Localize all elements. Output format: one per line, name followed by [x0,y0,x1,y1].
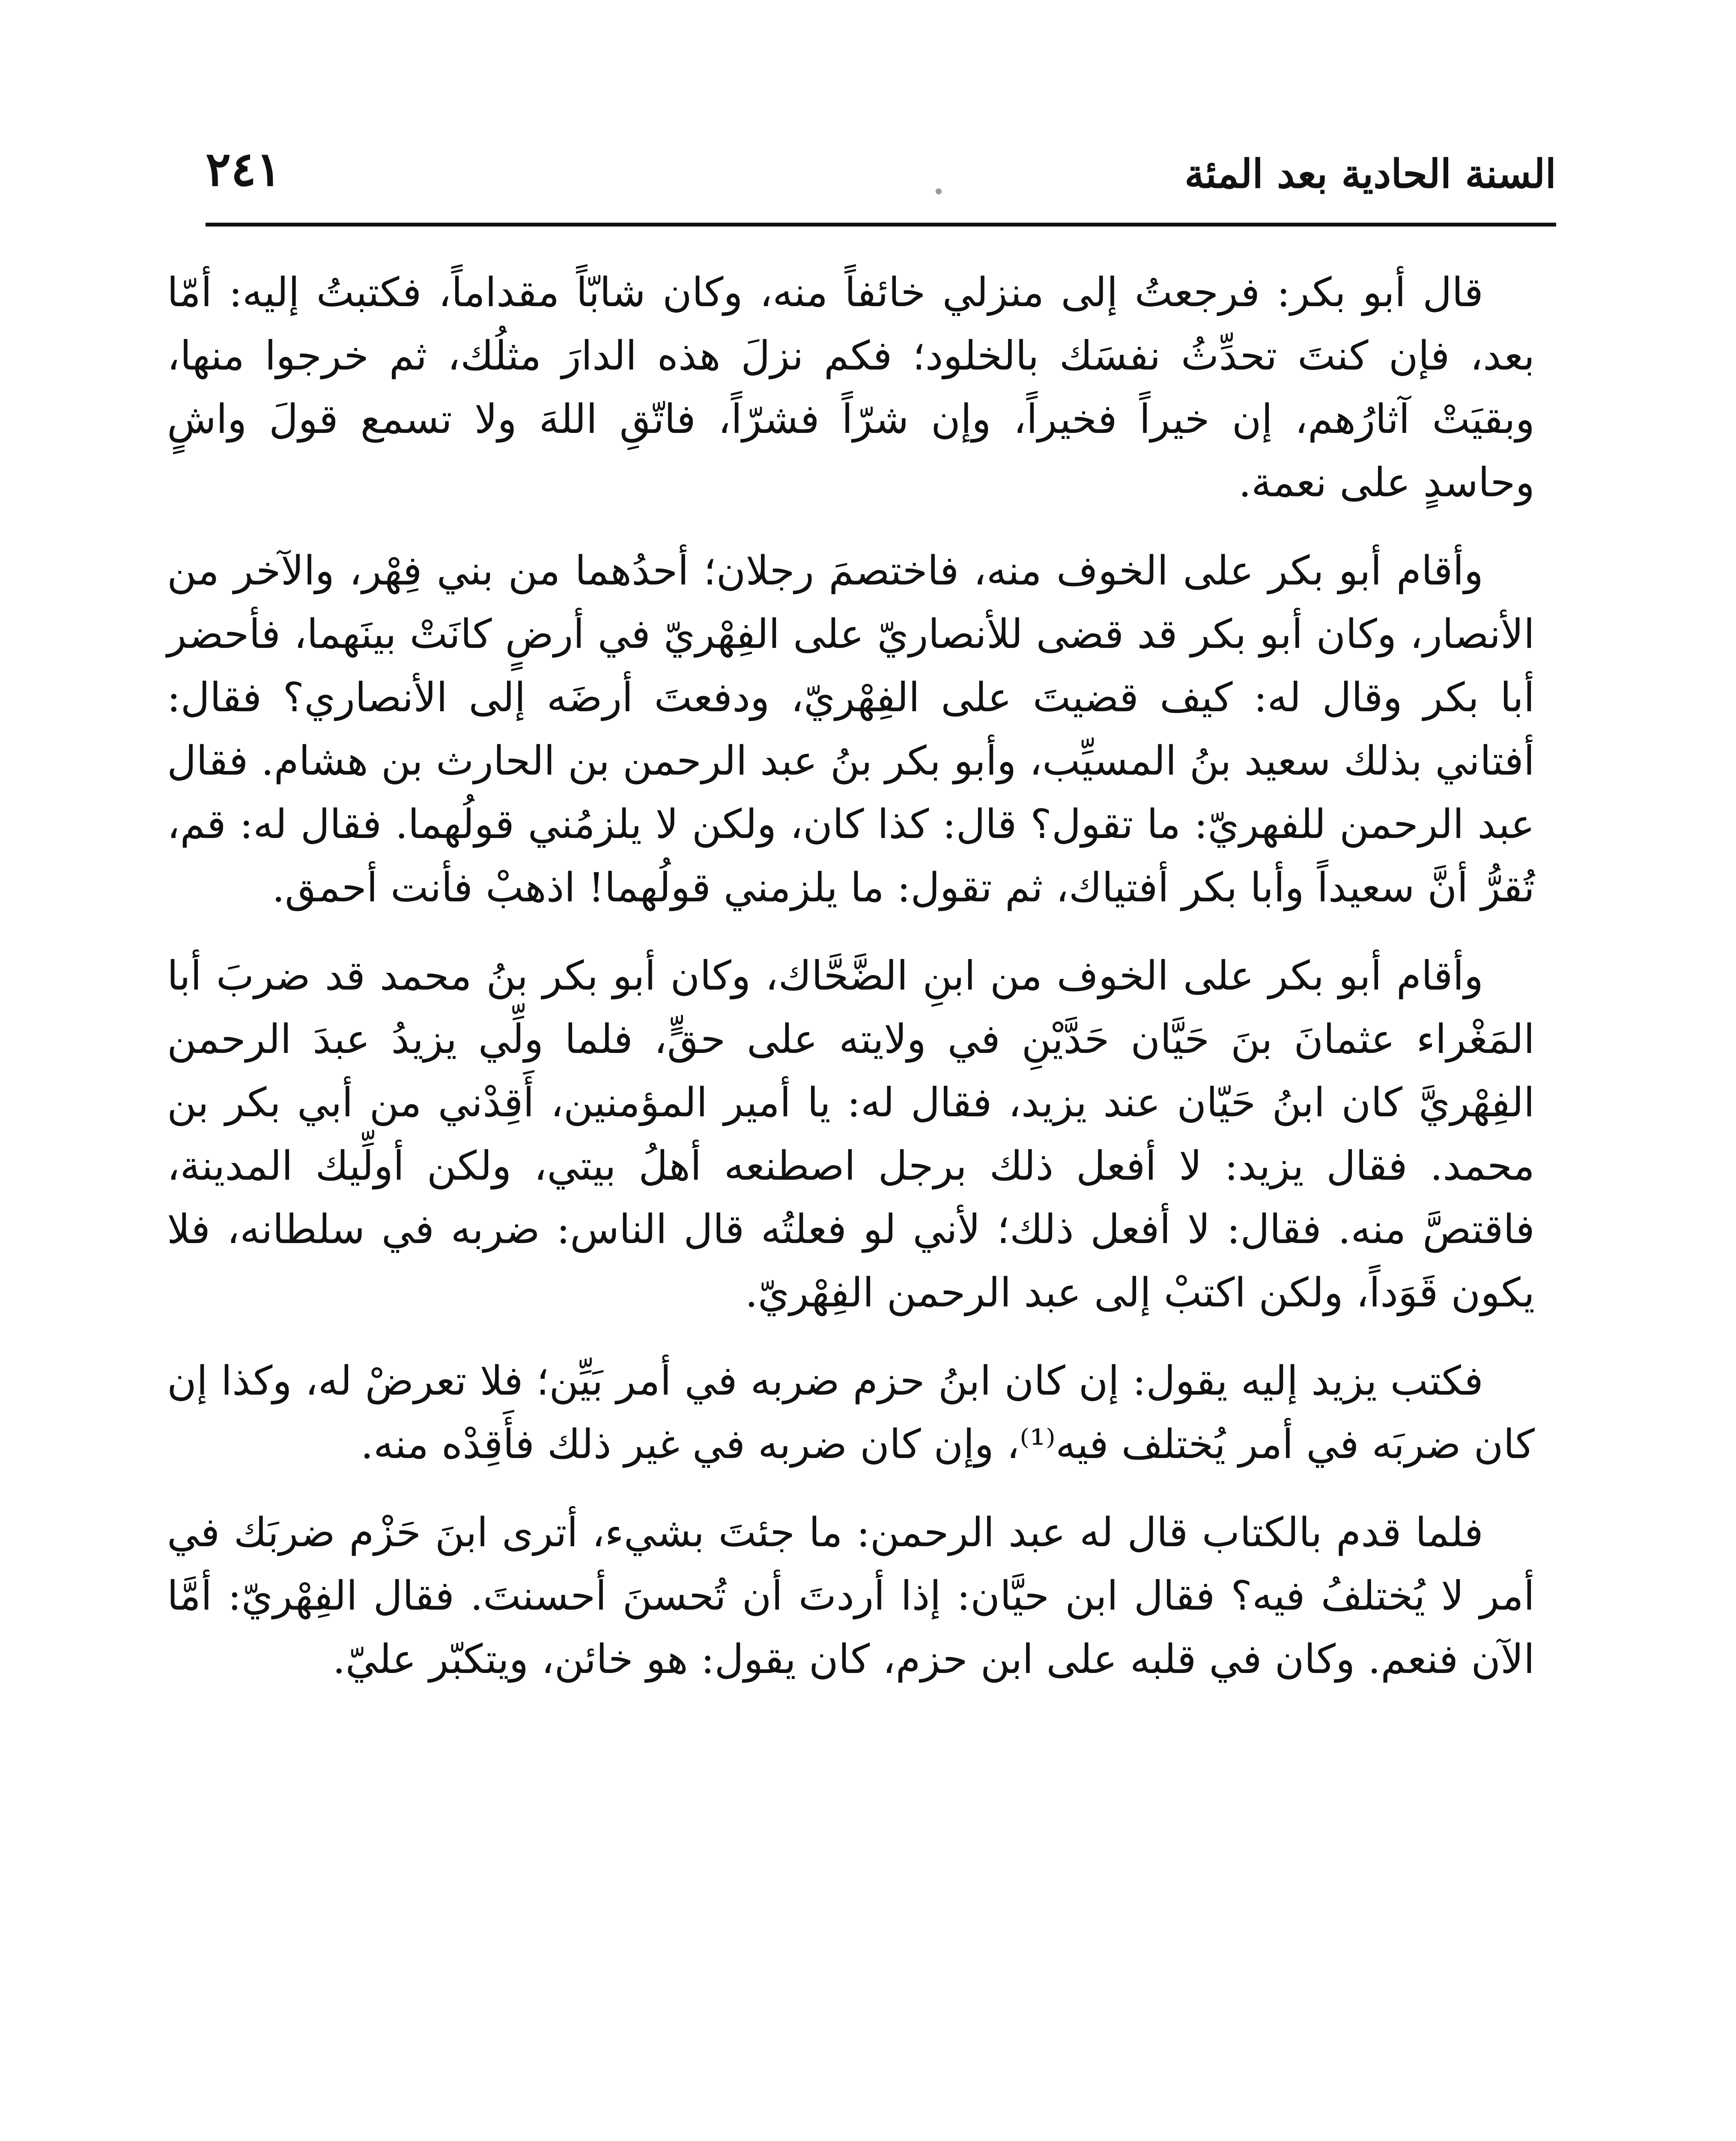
page-header [206,137,1556,223]
paragraph-2: وأقام أبو بكر على الخوف منه، فاختصمَ رجلان؛ أحدُهما من بني فِهْر، والآخر من الأنصار، وكان أبو بكر قد قضى للأنصاريّ على الفِهْريّ في أرضٍ كانَتْ بينَهما، فأحضر أبا بكر وقال له: كيف قضيتَ على الفِهْريّ، ودفعتَ أرضَه إلى الأنصاري؟ فقال: أفتاني بذلك سعيد بنُ المسيِّب، وأبو بكر بنُ عبد الرحمن بن الحارث بن هشام. فقال عبد الرحمن للفهريّ: ما تقول؟ قال: كذا كان، ولكن لا يلزمُني قولُهما. فقال له: قم، تُقرُّ أنَّ سعيداً وأبا بكر أفتياك، ثم تقول: ما يلزمني قولُهما! اذهبْ فأنت أحمق. [167,548,1535,911]
paragraph-1: قال أبو بكر: فرجعتُ إلى منزلي خائفاً منه، وكان شابّاً مقداماً، فكتبتُ إليه: أمّا بعد، فإن كنتَ تحدِّثُ نفسَك بالخلود؛ فكم نزلَ هذه الدارَ مثلُك، ثم خرجوا منها، وبقيَتْ آثارُهم، إن خيراً فخيراً، وإن شرّاً فشرّاً، فاتّقِ اللهَ ولا تسمع قولَ واشٍ وحاسدٍ على نعمة. [167,269,1535,506]
body-text [167,261,1535,1716]
page-number: ٢٤١ [206,141,282,197]
paragraph-4: فكتب يزيد إليه يقول: إن كان ابنُ حزم ضربه في أمر بَيِّن؛ فلا تعرضْ له، وكذا إن كان ضربَه في أمر يُختلف فيه⁽¹⁾، وإن كان ضربه في غير ذلك فأَقِدْه منه. [167,1358,1535,1468]
paragraph-3: وأقام أبو بكر على الخوف من ابنِ الضَّحَّاك، وكان أبو بكر بنُ محمد قد ضربَ أبا المَغْراء عثمانَ بنَ حَيَّان حَدَّيْنِ في ولايته على حقٍّ، فلما ولِّي يزيدُ عبدَ الرحمن الفِهْريَّ كان ابنُ حَيّان عند يزيد، فقال له: يا أمير المؤمنين، أَقِدْني من أبي بكر بن محمد. فقال يزيد: لا أفعل ذلك برجل اصطنعه أهلُ بيتي، ولكن أولِّيك المدينة، فاقتصَّ منه. فقال: لا أفعل ذلك؛ لأني لو فعلتُه قال الناس: ضربه في سلطانه، فلا يكون قَوَداً، ولكن اكتبْ إلى عبد الرحمن الفِهْريّ. [167,953,1535,1316]
scan-speck [936,188,942,194]
header-rule [206,223,1556,227]
paragraph-5: فلما قدم بالكتاب قال له عبد الرحمن: ما جئتَ بشيء، أترى ابنَ حَزْم ضربَك في أمر لا يُختلفُ فيه؟ فقال ابن حيَّان: إذا أردتَ أن تُحسنَ أحسنتَ. فقال الفِهْريّ: أمَّا الآن فنعم. وكان في قلبه على ابن حزم، كان يقول: هو خائن، ويتكبّر عليّ. [167,1509,1535,1683]
running-title: السنة الحادية بعد المئة [1184,151,1556,197]
